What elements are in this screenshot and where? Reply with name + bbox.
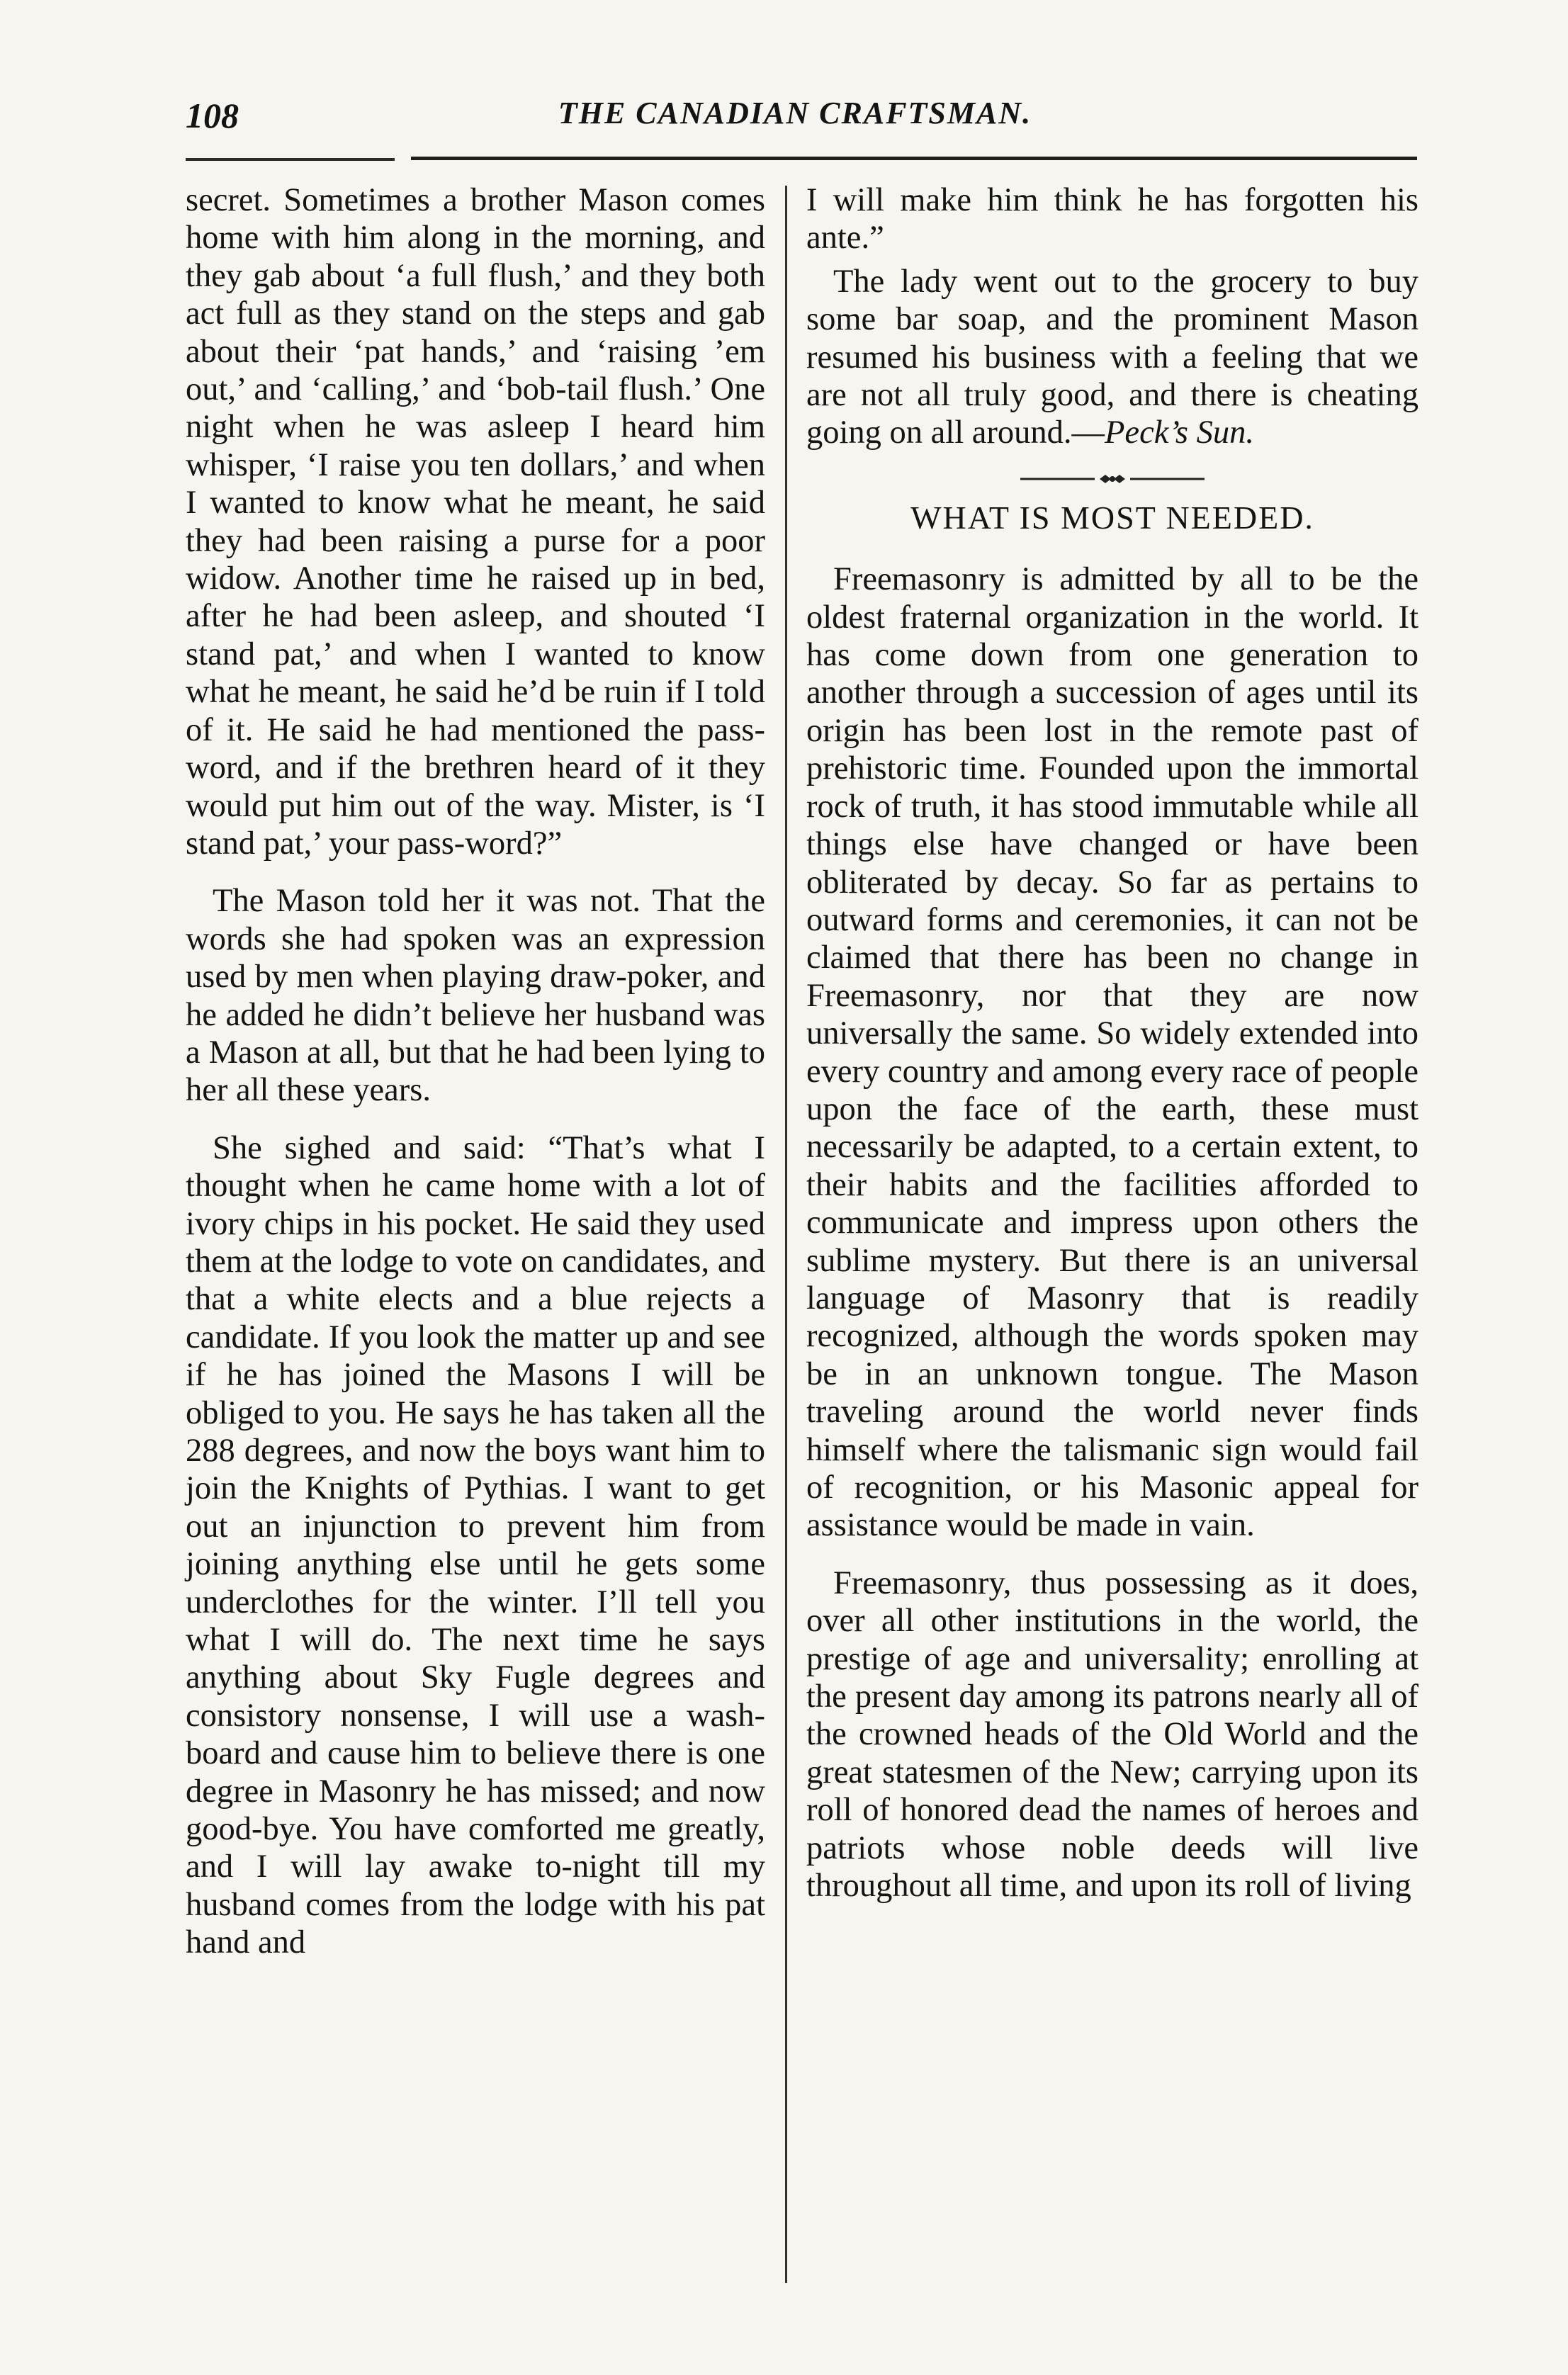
left-paragraph-1: secret. Sometimes a brother Mason comes home with him along in the morning, and they gab about ‘a full flush,’ and they both act full as they stand on the steps and gab about their ‘pat hands,’ and ‘raising ’em out,’ and ‘calling,’ and ‘bob-tail flush.’ One night when he was asleep I heard him whisper, ‘I raise you ten dollars,’ and when I wanted to know what he meant, he said they had been raising a purse for a poor widow. Another time he raised up in bed, after he had been asleep, and shouted ‘I stand pat,’ and when I wanted to know what he meant, he said he’d be ruin if I told of it. He said he had mentioned the pass-word, and if the brethren heard of it they would put him out of the way. Mister, is ‘I stand pat,’ your pass-word?” — [186, 182, 765, 862]
column-divider — [785, 186, 787, 2283]
running-title: THE CANADIAN CRAFTSMAN. — [558, 96, 1032, 130]
page-number: 108 — [186, 96, 239, 135]
right-paragraph-3: Freemasonry is admitted by all to be the oldest fraternal organization in the world. It has come down from one generation to another through a succession of ages until its origin has been lost in the remote past of prehistoric time. Founded upon the immortal rock of truth, it has stood immutable while all things else have changed or have been obliterated by decay. So far as pertains to outward forms and ceremonies, it can not be claimed that there has been no change in Freemasonry, nor that they are now universally the same. So widely extended into every country and among every race of people upon the face of the earth, these must necessarily be adapted, to a certain extent, to their habits and the facilities afforded to communicate and impress upon others the sublime mystery. But there is an universal language of Masonry that is readily recognized, although the words spoken may be in an unknown tongue. The Mason traveling around the world never finds himself where the talismanic sign would fail of recognition, or his Masonic appeal for assistance would be made in vain. — [806, 561, 1418, 1544]
left-column — [186, 181, 765, 1982]
header-rule-left — [186, 158, 395, 161]
right-paragraph-2 — [806, 263, 1418, 452]
section-ornament — [806, 472, 1418, 486]
header-rule-right — [411, 157, 1417, 160]
right-column — [806, 181, 1418, 1924]
page-header — [186, 86, 1404, 143]
article-heading: WHAT IS MOST NEEDED. — [910, 499, 1314, 536]
left-paragraph-3: She sighed and said: “That’s what I thought when he came home with a lot of ivory chips in his pocket. He said they used them at the lodge to vote on candidates, and that a white elects and a blue rejects a candidate. If you look the matter up and see if he has joined the Masons I will be obliged to you. He says he has taken all the 288 degrees, and now the boys want him to join the Knights of Pythias. I want to get out an injunction to prevent him from joining anything else until he gets some underclothes for the winter. I’ll tell you what I will do. The next time he says anything about Sky Fugle degrees and consistory nonsense, I will use a wash-board and cause him to believe there is one degree in Masonry he has missed; and now good-bye. You have comforted me greatly, and I will lay awake to-night till my husband comes from the lodge with his pat hand and — [186, 1129, 765, 1961]
right-paragraph-2-text: The lady went out to the grocery to buy some bar soap, and the prominent Mason resumed his business with a feeling that we are not all truly good, and there is cheating going on all around.— — [806, 263, 1418, 451]
source-citation: Peck’s Sun. — [1105, 414, 1254, 451]
right-paragraph-4: Freemasonry, thus possessing as it does, over all other institutions in the world, the prestige of age and universality; enrolling at the present day among its patrons nearly all of the crowned heads of the Old World and the great statesmen of the New; carrying upon its roll of honored dead the names of heroes and patriots whose noble deeds will live throughout all time, and upon its roll of living — [806, 1564, 1418, 1905]
left-paragraph-2: The Mason told her it was not. That the words she had spoken was an expression used by men when playing draw-poker, and he added he didn’t believe her husband was a Mason at all, but that he had been lying to her all these years. — [186, 883, 765, 1109]
right-paragraph-1: I will make him think he has forgotten his ante.” — [806, 182, 1418, 256]
